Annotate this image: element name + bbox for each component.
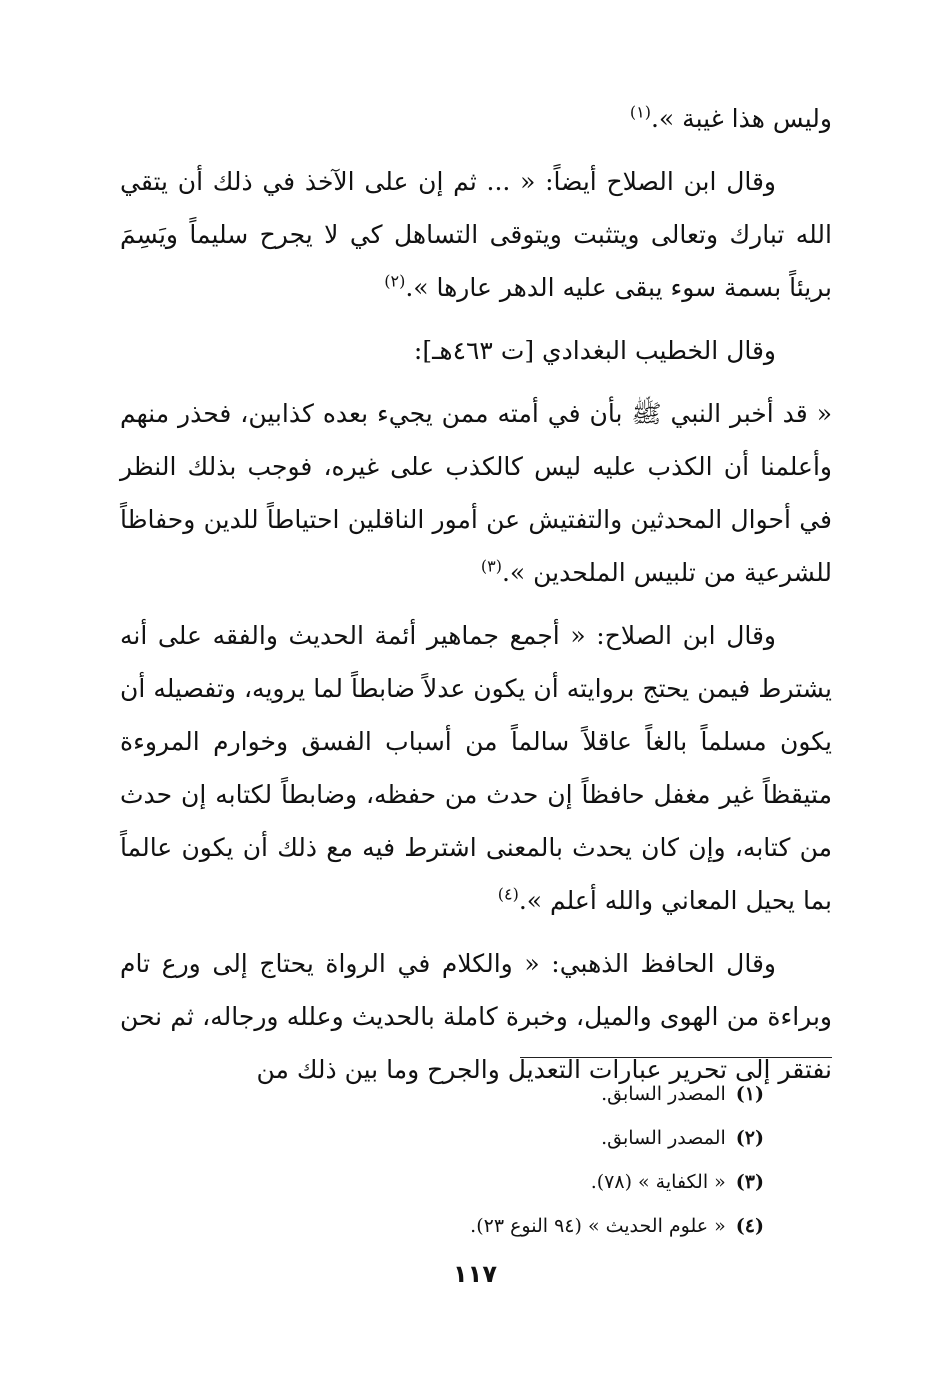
footnote-ref-4: (٤): [497, 884, 519, 904]
paragraph-2-text: وقال ابن الصلاح أيضاً: « ... ثم إن على الآخذ في ذلك أن يتقي الله تبارك وتعالى ويتثبت ويتوقى التساهل كي لا يجرح سليماً ويَسِمَ بريئاً بسمة سوء يبقى عليه الدهر عارها ».: [120, 167, 832, 302]
footnote-2-text: المصدر السابق.: [601, 1127, 726, 1149]
footnote-1-number: (١): [735, 1083, 764, 1105]
page-number: ١١٧: [453, 1260, 497, 1288]
footnote-1-text: المصدر السابق.: [601, 1083, 726, 1105]
footnote-1: [204, 1072, 764, 1116]
footnotes: [204, 1072, 764, 1248]
footnote-ref-2: (٢): [384, 271, 406, 291]
footnote-3-number: (٣): [735, 1171, 764, 1193]
paragraph-5: [120, 609, 832, 927]
footnote-4-text: « علوم الحديث » (٩٤ النوع ٢٣).: [470, 1215, 726, 1237]
footnote-3: [204, 1160, 764, 1204]
footnote-divider: [520, 1057, 832, 1058]
footnote-2-number: (٢): [735, 1127, 764, 1149]
footnote-2: [204, 1116, 764, 1160]
main-text: [120, 92, 832, 1106]
paragraph-4-text: « قد أخبر النبي ﷺ بأن في أمته ممن يجيء بعده كذابين، فحذر منهم وأعلمنا أن الكذب عليه ليس كالكذب على غيره، فوجب بذلك النظر في أحوال المحدثين والتفتيش عن أمور الناقلين احتياطاً للدين وحفاظاً للشرعية من تلبيس الملحدين ».: [120, 399, 832, 587]
paragraph-6-text: وقال الحافظ الذهبي: « والكلام في الرواة يحتاج إلى ورع تام وبراءة من الهوى والميل، وخبرة كاملة بالحديث وعلله ورجاله، ثم نحن نفتقر إلى تحرير عبارات التعديل والجرح وما بين ذلك من: [120, 949, 832, 1084]
footnote-ref-3: (٣): [480, 556, 502, 576]
paragraph-5-text: وقال ابن الصلاح: « أجمع جماهير أئمة الحديث والفقه على أنه يشترط فيمن يحتج بروايته أن يكون عدلاً ضابطاً لما يرويه، وتفصيله أن يكون مسلماً بالغاً عاقلاً سالماً من أسباب الفسق وخوارم المروءة متيقظاً غير مغفل حافظاً إن حدث من حفظه، وضابطاً لكتابه إن حدث من كتابه، وإن كان يحدث بالمعنى اشترط فيه مع ذلك أن يكون عالماً بما يحيل المعاني والله أعلم ».: [120, 621, 832, 915]
paragraph-3-text: وقال الخطيب البغدادي [ت ٤٦٣هـ]:: [413, 336, 776, 365]
footnote-4-number: (٤): [735, 1215, 764, 1237]
footnote-3-text: « الكفاية » (٧٨).: [590, 1171, 726, 1193]
paragraph-1: [120, 92, 832, 145]
paragraph-2: [120, 155, 832, 314]
paragraph-1-text: وليس هذا غيبة ».: [650, 104, 832, 133]
paragraph-4: [120, 387, 832, 599]
paragraph-3: [120, 324, 832, 377]
footnote-4: [204, 1204, 764, 1248]
footnote-ref-1: (١): [629, 102, 651, 122]
